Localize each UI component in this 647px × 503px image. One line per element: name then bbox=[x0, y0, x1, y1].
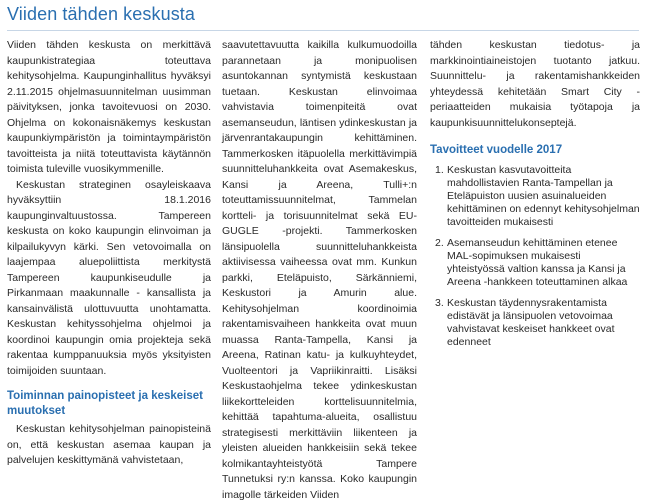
title-divider bbox=[7, 30, 639, 31]
list-item-number: 1. bbox=[435, 164, 444, 176]
list-item bbox=[430, 297, 640, 349]
section-heading-targets-2017: Tavoitteet vuodelle 2017 bbox=[430, 144, 563, 156]
targets-list bbox=[430, 164, 640, 349]
page-title: Viiden tähden keskusta bbox=[7, 4, 196, 24]
list-item-text: Keskustan kasvutavoitteita mahdollistavien Ranta-Tampellan ja Eteläpuiston uusien asuinalueiden kehittäminen on edennyt kehitysohjelman tavoitteiden mukaisesti bbox=[447, 164, 640, 228]
strategy-paragraph: Keskustan strateginen osayleiskaava hyväksyttiin 18.1.2016 kaupunginvaltuustossa. Tampereen keskusta on koko kaupungin elinvoiman ja kilpailukyvyn kärki. Sen vetovoimalla on laajempaa aluepoliittista merkitystä Tampereen kaupunkiseudulle ja Pirkanmaan maakunnalle - kansallista ja kansainvälistä ulottuvuutta unohtamatta. Keskustan kehityssohjelma ohjelmoi ja koordinoi kaupungin omia projekteja sekä rakentaa kumppanuuksia myös yksityisten toimijoiden suuntaan. bbox=[7, 178, 211, 377]
column-3 bbox=[430, 38, 640, 357]
list-item-text: Keskustan täydennysrakentamista edistävät ja länsipuolen vetovoimaa vahvistavat keskeiset hankkeet ovat edenneet bbox=[447, 297, 615, 348]
continued-paragraph: saavutettavuutta kaikilla kulkumuodoilla parannetaan ja monipuolisen asuntokannan syntymistä keskustaan tuetaan. Keskustan elinvoimaa vahvistavia toimenpiteitä ovat asemanseudun, läntisen ydinkeskustan ja järvenrantakaupungin kehittäminen. Tammerkosken itäpuolella merkittävimpiä suunnitteluhankkeita ovat Asemakeskus, Kansi ja Areena, Tulli+:n toteuttamissuunnitelmat, Tammelan kortteli- ja torisuunnitelmat sekä EU-GUGLE -projekti. Tammerkosken länsipuolella suunnitteluhankkeista aktiivisessa vaiheessa ovat mm. Kunkun parkki, Eteläpuisto, Särkänniemi, Keskustori ja Amurin alue. Kehitysohjelman koordinoimia rakentamisvaiheen hankkeita ovat muun muassa Ranta-Tampella, Kansi ja Areena, Ratinan katu- ja kulkuyhteydet, Vuolteentori ja Vapriikinraitti. Lisäksi Keskustaohjelma tekee ydinkeskustan liikekortteleiden korttelisuunnitelmia, kehittää tapahtuma-alueita, osallistuu strategisesti merkittäviin liikenteen ja yleisten alueiden hankkeisiin sekä tekee kolmikantayhteistyötä Tampere Tunnetuksi ry:n kanssa. Koko kaupungin imagolle tärkeiden Viiden bbox=[222, 39, 417, 501]
intro-paragraph: Viiden tähden keskusta on merkittävä kaupunkistrategiaa toteuttava kehitysohjelma. Kaupunginhallitus hyväksyi 2.11.2015 ohjelmasuunnitelman uusimman päivityksen, jonka tavoitevuosi on 2030. Ohjelma on kokonaisnäkemys keskustan kaupunkiympäristön ja toimintaympäristön tavoitteista ja niitä toteuttavista käytännön toimista tuleville vuosikymmenille. bbox=[7, 39, 211, 175]
list-item-number: 2. bbox=[435, 237, 444, 249]
column-2 bbox=[222, 38, 417, 503]
list-item bbox=[430, 164, 640, 229]
list-item bbox=[430, 237, 640, 289]
section-heading-focus-areas: Toiminnan painopisteet ja keskeiset muutokset bbox=[7, 390, 203, 417]
column-1 bbox=[7, 38, 211, 469]
marketing-paragraph: tähden keskustan tiedotus- ja markkinointiaineistojen tuotanto jatkuu. Suunnittelu- ja rakentamishankkeiden yhteydessä kehitetään Smart City -periaatteiden mukaisia työtapoja ja kaupunkisuunnittelukonseptejä. bbox=[430, 39, 640, 129]
list-item-number: 3. bbox=[435, 297, 444, 309]
focus-areas-paragraph: Keskustan kehitysohjelman painopisteinä on, että keskustan asemaa kaupan ja palvelujen keskittymänä vahvistetaan, bbox=[7, 423, 211, 466]
list-item-text: Asemanseudun kehittäminen etenee MAL-sopimuksen mukaisesti yhteistyössä valtion kanssa ja Kansi ja Areena -hankkeen toteuttaminen alkaa bbox=[447, 237, 628, 288]
